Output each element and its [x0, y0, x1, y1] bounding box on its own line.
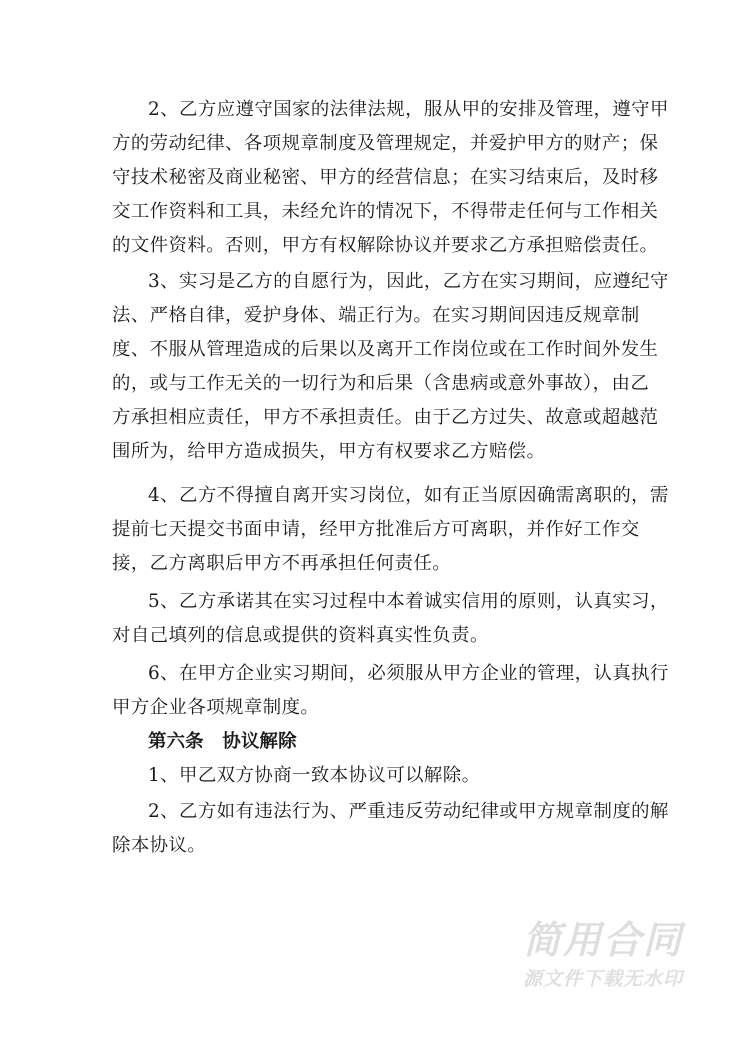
- paragraph-line: 除本协议。: [112, 835, 207, 856]
- paragraph-line: 度、不服从管理造成的后果以及离开工作岗位或在工作时间外发生: [112, 339, 659, 360]
- paragraph-line: 3、实习是乙方的自愿行为，因此，乙方在实习期间，应遵纪守: [148, 271, 669, 292]
- paragraph-line: 守技术秘密及商业秘密、甲方的经营信息；在实习结束后，及时移: [112, 167, 659, 188]
- watermark: [508, 918, 698, 992]
- paragraph-line: 对自己填列的信息或提供的资料真实性负责。: [112, 625, 489, 646]
- paragraph-line: 1、甲乙双方协商一致本协议可以解除。: [148, 765, 481, 786]
- paragraph-line: 方的劳动纪律、各项规章制度及管理规定，并爱护甲方的财产；保: [112, 133, 659, 154]
- paragraph-line: 的，或与工作无关的一切行为和后果（含患病或意外事故），由乙: [112, 373, 650, 394]
- paragraph-line: 方承担相应责任，甲方不承担责任。由于乙方过失、故意或超越范: [112, 407, 659, 428]
- paragraph-line: 的文件资料。否则，甲方有权解除协议并要求乙方承担赔偿责任。: [112, 235, 659, 256]
- watermark-subtitle: 源文件下载无水印: [522, 968, 683, 990]
- paragraph-line: 甲方企业各项规章制度。: [112, 697, 320, 718]
- paragraph-line: 围所为，给甲方造成损失，甲方有权要求乙方赔偿。: [112, 441, 546, 462]
- paragraph-line: 提前七天提交书面申请，经甲方批准后方可离职，并作好工作交: [112, 519, 640, 540]
- section-heading: 第六条 协议解除: [148, 731, 297, 752]
- paragraph-line: 4、乙方不得擅自离开实习岗位，如有正当原因确需离职的，需: [148, 485, 669, 506]
- paragraph-line: 2、乙方应遵守国家的法律法规，服从甲的安排及管理，遵守甲: [148, 99, 669, 120]
- watermark-title: 简用合同: [522, 918, 683, 962]
- paragraph-line: 2、乙方如有违法行为、严重违反劳动纪律或甲方规章制度的解: [148, 801, 669, 822]
- paragraph-line: 交工作资料和工具，未经允许的情况下，不得带走任何与工作相关: [112, 201, 659, 222]
- paragraph-line: 5、乙方承诺其在实习过程中本着诚实信用的原则，认真实习，: [148, 591, 669, 612]
- paragraph-line: 6、在甲方企业实习期间，必须服从甲方企业的管理，认真执行: [148, 663, 669, 684]
- paragraph-line: 法、严格自律，爱护身体、端正行为。在实习期间因违反规章制: [112, 305, 640, 326]
- paragraph-line: 接，乙方离职后甲方不再承担任何责任。: [112, 553, 452, 574]
